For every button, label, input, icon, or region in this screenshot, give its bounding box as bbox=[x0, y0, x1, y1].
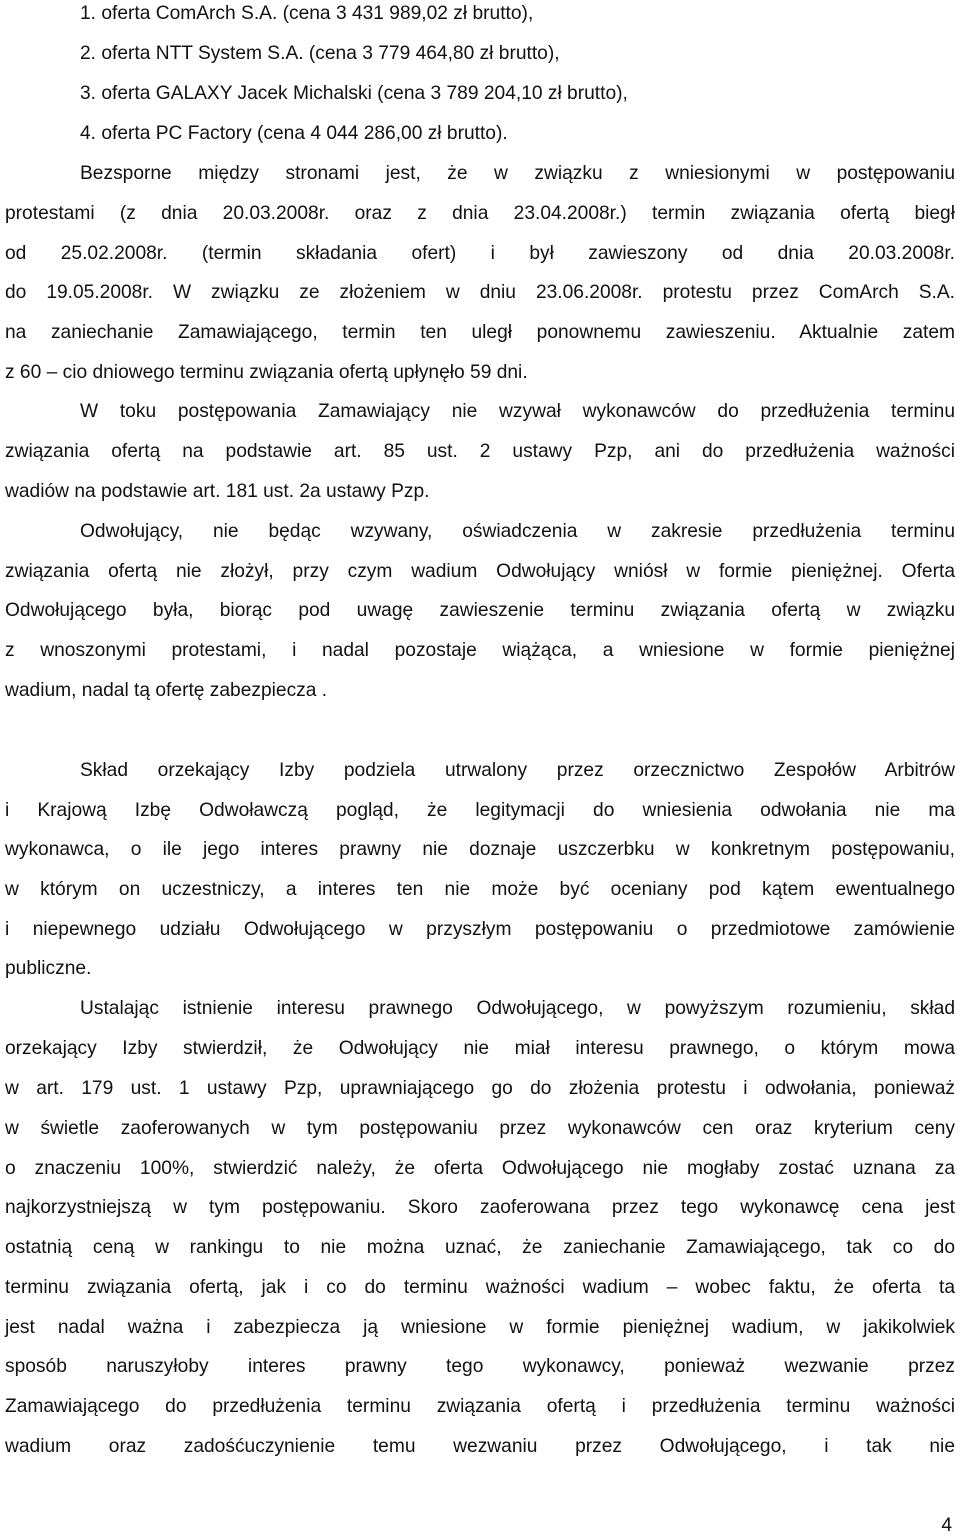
paragraph-line: do 19.05.2008r. W związku ze złożeniem w dniu 23.06.2008r. protestu przez ComArch S.A. bbox=[5, 282, 955, 303]
paragraph-line: protestami (z dnia 20.03.2008r. oraz z dnia 23.04.2008r.) termin związania ofertą biegł bbox=[5, 203, 955, 224]
list-item-offer-2: 2. oferta NTT System S.A. (cena 3 779 464,80 zł brutto), bbox=[80, 43, 560, 64]
paragraph-line: z 60 – cio dniowego terminu związania ofertą upłynęło 59 dni. bbox=[5, 362, 528, 383]
paragraph-line: wykonawca, o ile jego interes prawny nie doznaje uszczerbku w konkretnym postępowaniu, bbox=[5, 839, 955, 860]
list-item-offer-4: 4. oferta PC Factory (cena 4 044 286,00 zł brutto). bbox=[80, 123, 508, 144]
paragraph-line: w art. 179 ust. 1 ustawy Pzp, uprawniającego go do złożenia protestu i odwołania, ponieważ bbox=[5, 1078, 955, 1099]
paragraph-line: sposób naruszyłoby interes prawny tego wykonawcy, ponieważ wezwanie przez bbox=[5, 1356, 955, 1377]
paragraph-line: Ustalając istnienie interesu prawnego Odwołującego, w powyższym rozumieniu, skład bbox=[80, 998, 955, 1019]
paragraph-line: w świetle zaoferowanych w tym postępowaniu przez wykonawców cen oraz kryterium ceny bbox=[5, 1118, 955, 1139]
paragraph-line: publiczne. bbox=[5, 958, 92, 979]
paragraph-line: Zamawiającego do przedłużenia terminu związania ofertą i przedłużenia terminu ważności bbox=[5, 1396, 955, 1417]
paragraph-line: od 25.02.2008r. (termin składania ofert) i był zawieszony od dnia 20.03.2008r. bbox=[5, 243, 955, 264]
paragraph-line: Odwołujący, nie będąc wzywany, oświadczenia w zakresie przedłużenia terminu bbox=[80, 521, 955, 542]
paragraph-line: o znaczeniu 100%, stwierdzić należy, że oferta Odwołującego nie mogłaby zostać uznana za bbox=[5, 1158, 955, 1179]
paragraph-line: terminu związania ofertą, jak i co do terminu ważności wadium – wobec faktu, że oferta ta bbox=[5, 1277, 955, 1298]
paragraph-line: Bezsporne między stronami jest, że w związku z wniesionymi w postępowaniu bbox=[80, 163, 955, 184]
paragraph-line: Skład orzekający Izby podziela utrwalony przez orzecznictwo Zespołów Arbitrów bbox=[80, 760, 955, 781]
page-number: 4 bbox=[941, 1515, 952, 1536]
paragraph-line: wadium oraz zadośćuczynienie temu wezwaniu przez Odwołującego, i tak nie bbox=[5, 1436, 955, 1457]
paragraph-line: W toku postępowania Zamawiający nie wzywał wykonawców do przedłużenia terminu bbox=[80, 401, 955, 422]
paragraph-line: związania ofertą na podstawie art. 85 ust. 2 ustawy Pzp, ani do przedłużenia ważności bbox=[5, 441, 955, 462]
paragraph-line: wadiów na podstawie art. 181 ust. 2a ustawy Pzp. bbox=[5, 481, 430, 502]
paragraph-line: ostatnią ceną w rankingu to nie można uznać, że zaniechanie Zamawiającego, tak co do bbox=[5, 1237, 955, 1258]
list-item-offer-1: 1. oferta ComArch S.A. (cena 3 431 989,02 zł brutto), bbox=[80, 3, 534, 24]
paragraph-line: związania ofertą nie złożył, przy czym wadium Odwołujący wniósł w formie pieniężnej. Oferta bbox=[5, 561, 955, 582]
paragraph-line: na zaniechanie Zamawiającego, termin ten uległ ponownemu zawieszeniu. Aktualnie zatem bbox=[5, 322, 955, 343]
paragraph-line: i Krajową Izbę Odwoławczą pogląd, że legitymacji do wniesienia odwołania nie ma bbox=[5, 800, 955, 821]
paragraph-line: najkorzystniejszą w tym postępowaniu. Skoro zaoferowana przez tego wykonawcę cena jest bbox=[5, 1197, 955, 1218]
paragraph-line: z wnoszonymi protestami, i nadal pozostaje wiążąca, a wniesione w formie pieniężnej bbox=[5, 640, 955, 661]
paragraph-line: i niepewnego udziału Odwołującego w przyszłym postępowaniu o przedmiotowe zamówienie bbox=[5, 919, 955, 940]
list-item-offer-3: 3. oferta GALAXY Jacek Michalski (cena 3 789 204,10 zł brutto), bbox=[80, 83, 628, 104]
paragraph-line: Odwołującego była, biorąc pod uwagę zawieszenie terminu związania ofertą w związku bbox=[5, 600, 955, 621]
paragraph-line: w którym on uczestniczy, a interes ten nie może być oceniany pod kątem ewentualnego bbox=[5, 879, 955, 900]
paragraph-line: wadium, nadal tą ofertę zabezpiecza . bbox=[5, 680, 328, 701]
paragraph-line: jest nadal ważna i zabezpiecza ją wniesione w formie pieniężnej wadium, w jakikolwiek bbox=[5, 1317, 955, 1338]
paragraph-line: orzekający Izby stwierdził, że Odwołujący nie miał interesu prawnego, o którym mowa bbox=[5, 1038, 955, 1059]
